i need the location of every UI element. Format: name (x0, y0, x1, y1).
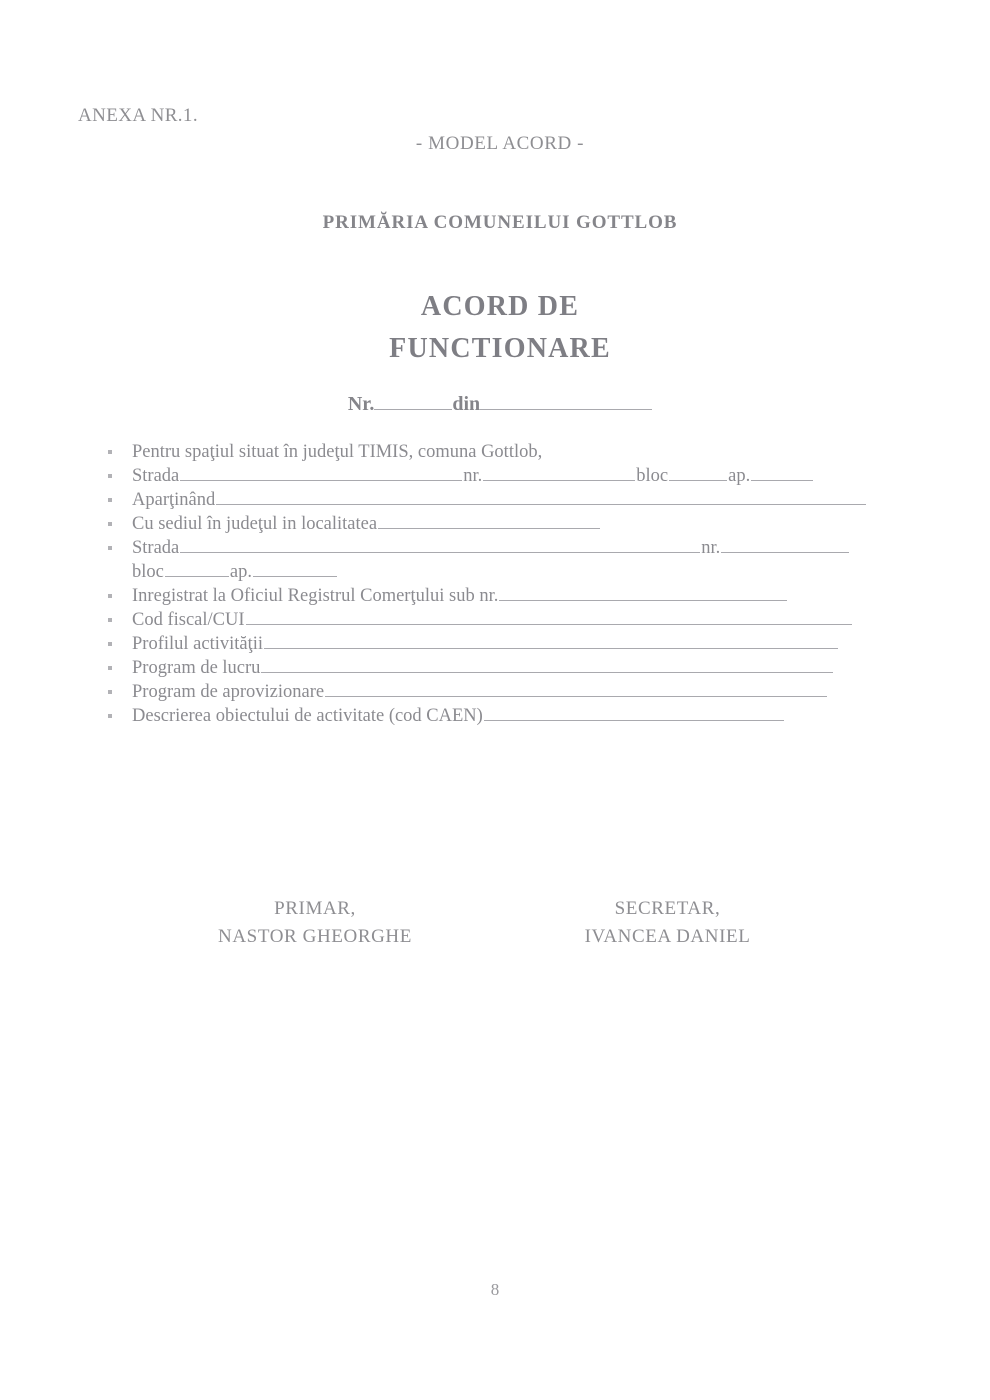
localitate-blank[interactable] (378, 513, 600, 529)
field-label-strada: Strada (132, 466, 180, 486)
title-line-2: FUNCTIONARE (389, 333, 611, 364)
cod-fiscal-blank[interactable] (246, 609, 852, 625)
field-label-nr-2: nr. (701, 538, 721, 558)
program-lucru-blank[interactable] (261, 657, 833, 673)
aprovizionare-blank[interactable] (325, 681, 827, 697)
apartinand-blank[interactable] (216, 489, 866, 505)
nr-2-blank[interactable] (721, 537, 849, 553)
institution-name: PRIMĂRIA COMUNEILUI GOTTLOB (322, 212, 678, 233)
bullet-icon (108, 522, 112, 526)
bullet-icon (108, 690, 112, 694)
nr-blank[interactable] (483, 465, 635, 481)
field-label-aprovizionare: Program de aprovizionare (132, 682, 325, 702)
bullet-icon (108, 474, 112, 478)
page-number: 8 (490, 1280, 500, 1299)
field-label-apartinand: Aparţinând (132, 490, 216, 510)
ap-2-blank[interactable] (253, 561, 337, 577)
field-label-nr: nr. (463, 466, 483, 486)
bullet-icon (108, 714, 112, 718)
field-label-program-lucru: Program de lucru (132, 658, 261, 678)
bloc-blank[interactable] (669, 465, 727, 481)
list-item (100, 704, 900, 728)
list-item (100, 608, 900, 632)
list-item (100, 464, 900, 488)
field-label-bloc: bloc (636, 466, 669, 486)
signature-block-primar (170, 895, 460, 951)
signature-role-primar: PRIMAR, (274, 898, 356, 919)
list-item (100, 488, 900, 512)
field-label-bloc-2: bloc (132, 562, 164, 582)
caen-blank[interactable] (484, 705, 784, 721)
page-title (0, 286, 990, 370)
list-item (100, 584, 900, 608)
number-separator-label: din (452, 393, 481, 415)
number-prefix-label: Nr. (347, 393, 375, 415)
ap-blank[interactable] (751, 465, 813, 481)
list-item (100, 512, 900, 536)
list-item (100, 440, 900, 464)
date-blank[interactable] (480, 392, 652, 410)
field-label-cod-fiscal: Cod fiscal/CUI (132, 610, 245, 630)
bullet-icon (108, 498, 112, 502)
field-label: Pentru spaţiul situat în judeţul TIMIS, comuna Gottlob, (132, 442, 543, 462)
signature-role-secretar: SECRETAR, (614, 898, 721, 919)
annex-label: ANEXA NR.1. (78, 105, 198, 126)
bullet-icon (108, 642, 112, 646)
list-item (100, 656, 900, 680)
strada-blank[interactable] (180, 465, 462, 481)
field-label-ap-2: ap. (229, 562, 252, 582)
document-number-line (0, 392, 990, 416)
bullet-icon (108, 594, 112, 598)
signature-block-secretar (505, 895, 830, 951)
registru-blank[interactable] (499, 585, 787, 601)
bullet-icon (108, 618, 112, 622)
field-label-ap: ap. (728, 466, 751, 486)
title-line-1: ACORD DE (420, 291, 580, 322)
form-field-list (100, 440, 900, 728)
list-item (100, 560, 900, 584)
field-label-sediu: Cu sediul în judeţul in localitatea (132, 514, 378, 534)
number-blank[interactable] (374, 392, 452, 410)
field-label-registru: Inregistrat la Oficiul Registrul Comerţului sub nr. (132, 586, 499, 606)
field-label-caen: Descrierea obiectului de activitate (cod CAEN) (132, 706, 483, 726)
field-label-profil: Profilul activităţii (132, 634, 264, 654)
bullet-icon (108, 666, 112, 670)
profil-blank[interactable] (264, 633, 838, 649)
bloc-2-blank[interactable] (165, 561, 229, 577)
list-item (100, 632, 900, 656)
field-label-strada-2: Strada (132, 538, 180, 558)
model-label: - MODEL ACORD - (415, 133, 585, 154)
list-item (100, 680, 900, 704)
bullet-icon (108, 450, 112, 454)
strada-2-blank[interactable] (180, 537, 700, 553)
list-item (100, 536, 900, 560)
signature-name-primar: NASTOR GHEORGHE (218, 926, 412, 947)
signature-name-secretar: IVANCEA DANIEL (584, 926, 751, 947)
bullet-icon (108, 546, 112, 550)
